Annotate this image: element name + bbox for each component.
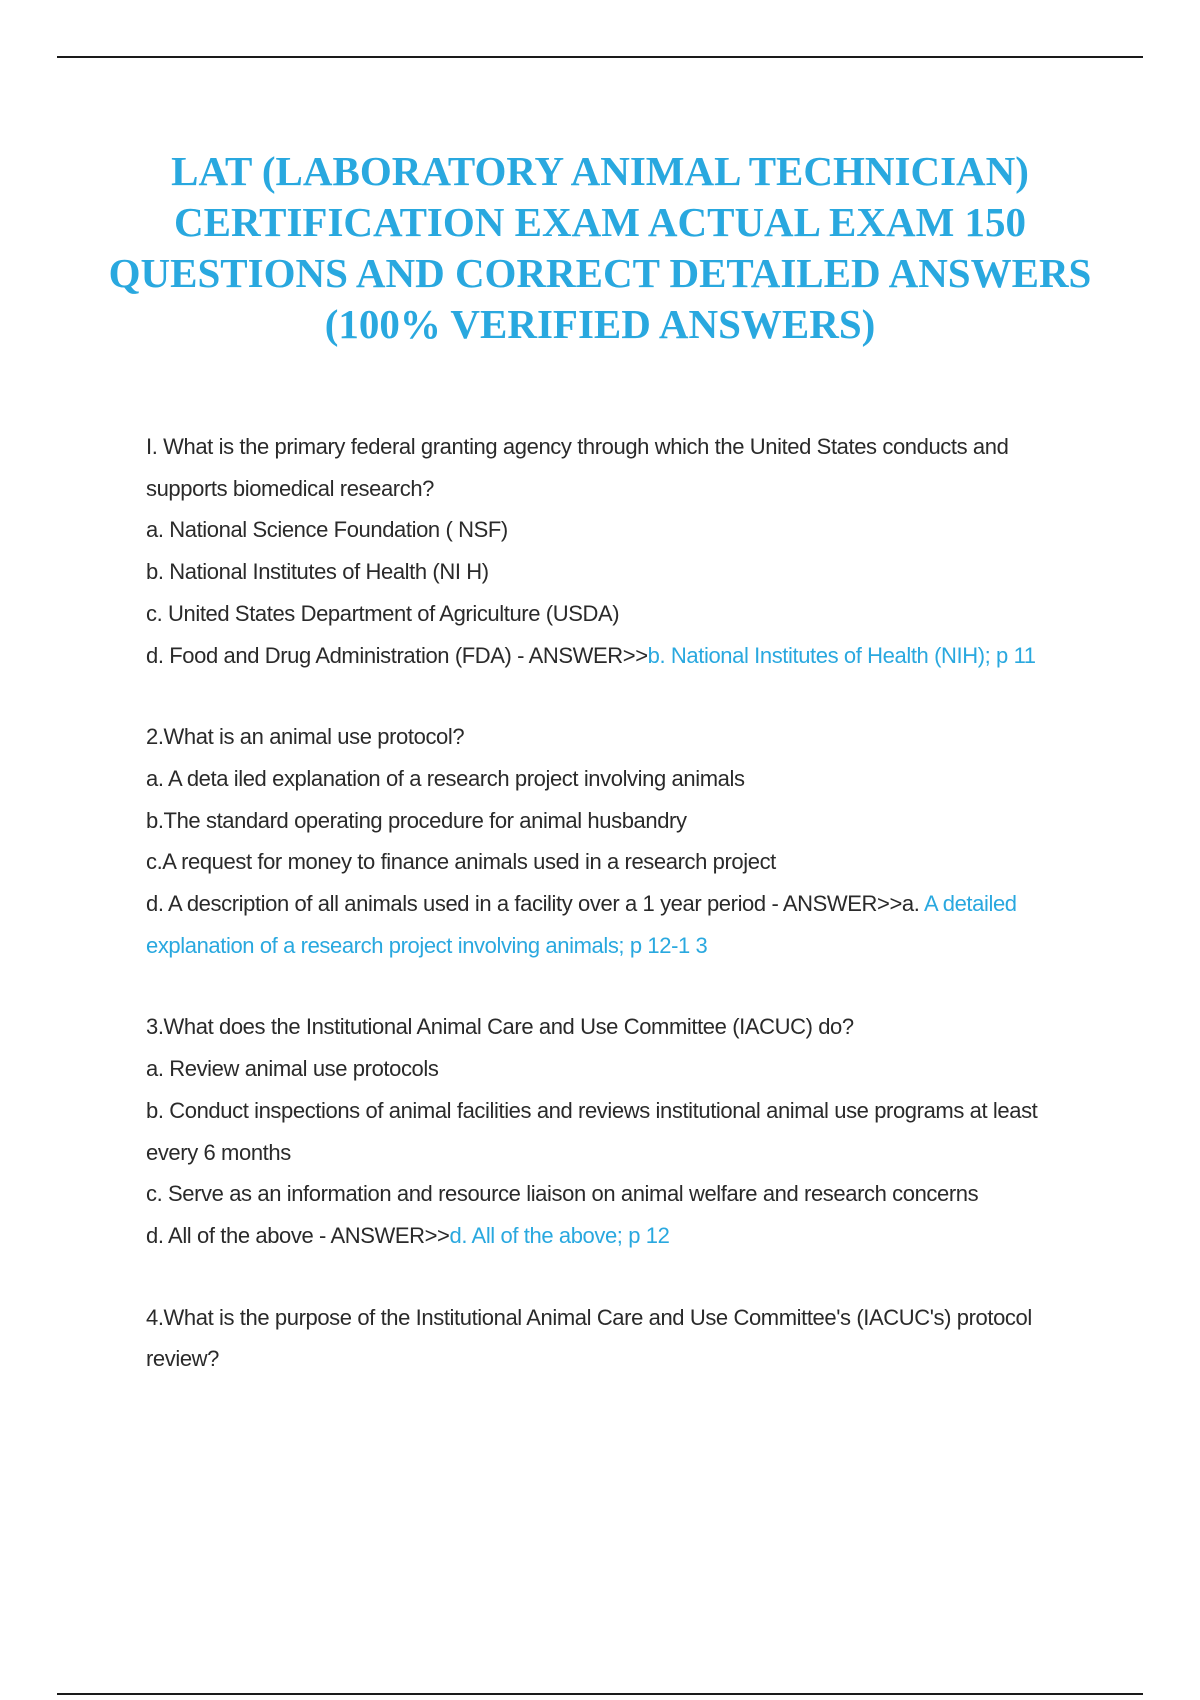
document-title: LAT (LABORATORY ANIMAL TECHNICIAN) CERTIFICATION EXAM ACTUAL EXAM 150 QUESTIONS AND CORRECT DETAILED ANSWERS (100% VERIFIED ANSWERS) xyxy=(108,148,1092,347)
option-d-with-answer xyxy=(146,883,1086,966)
question-stem: 4.What is the purpose of the Institutional Animal Care and Use Committee's (IACUC's) protocol review? xyxy=(146,1304,1032,1372)
option-b: b.The standard operating procedure for animal husbandry xyxy=(146,807,687,833)
option-c: c. United States Department of Agriculture (USDA) xyxy=(146,600,620,626)
option-a: a. Review animal use protocols xyxy=(146,1056,439,1082)
option-d: d. Food and Drug Administration (FDA) - ANSWER>> xyxy=(146,642,648,668)
question-list xyxy=(146,426,1086,1420)
option-a: a. National Science Foundation ( NSF) xyxy=(146,517,508,543)
option-b: b. Conduct inspections of animal facilities and reviews institutional animal use programs at least every 6 months xyxy=(146,1097,1038,1165)
option-d: d. All of the above - ANSWER>> xyxy=(146,1222,450,1248)
option-b: b. National Institutes of Health (NI H) xyxy=(146,559,489,585)
question-4 xyxy=(146,1297,1086,1380)
option-a: a. A deta iled explanation of a research project involving animals xyxy=(146,765,745,791)
question-2 xyxy=(146,716,1086,966)
option-c: c.A request for money to finance animals used in a research project xyxy=(146,849,776,875)
correct-answer: A detailed explanation of a research project involving animals; p 12-1 3 xyxy=(146,891,1017,958)
correct-answer: b. National Institutes of Health (NIH); p 11 xyxy=(647,642,1036,668)
question-stem: I. What is the primary federal granting agency through which the United States conducts and supports biomedical research? xyxy=(146,434,1009,501)
question-stem: 2.What is an animal use protocol? xyxy=(146,724,465,750)
question-1 xyxy=(146,426,1086,676)
correct-answer: d. All of the above; p 12 xyxy=(449,1222,670,1248)
top-rule xyxy=(57,56,1143,58)
option-d-with-answer xyxy=(146,635,1086,677)
option-d-with-answer xyxy=(146,1215,1086,1257)
question-3 xyxy=(146,1006,1086,1256)
option-c: c. Serve as an information and resource liaison on animal welfare and research concerns xyxy=(146,1181,979,1207)
question-stem: 3.What does the Institutional Animal Care and Use Committee (IACUC) do? xyxy=(146,1014,854,1040)
option-d: d. A description of all animals used in a facility over a 1 year period - ANSWER>>a. xyxy=(146,891,920,917)
bottom-rule xyxy=(57,1693,1143,1695)
